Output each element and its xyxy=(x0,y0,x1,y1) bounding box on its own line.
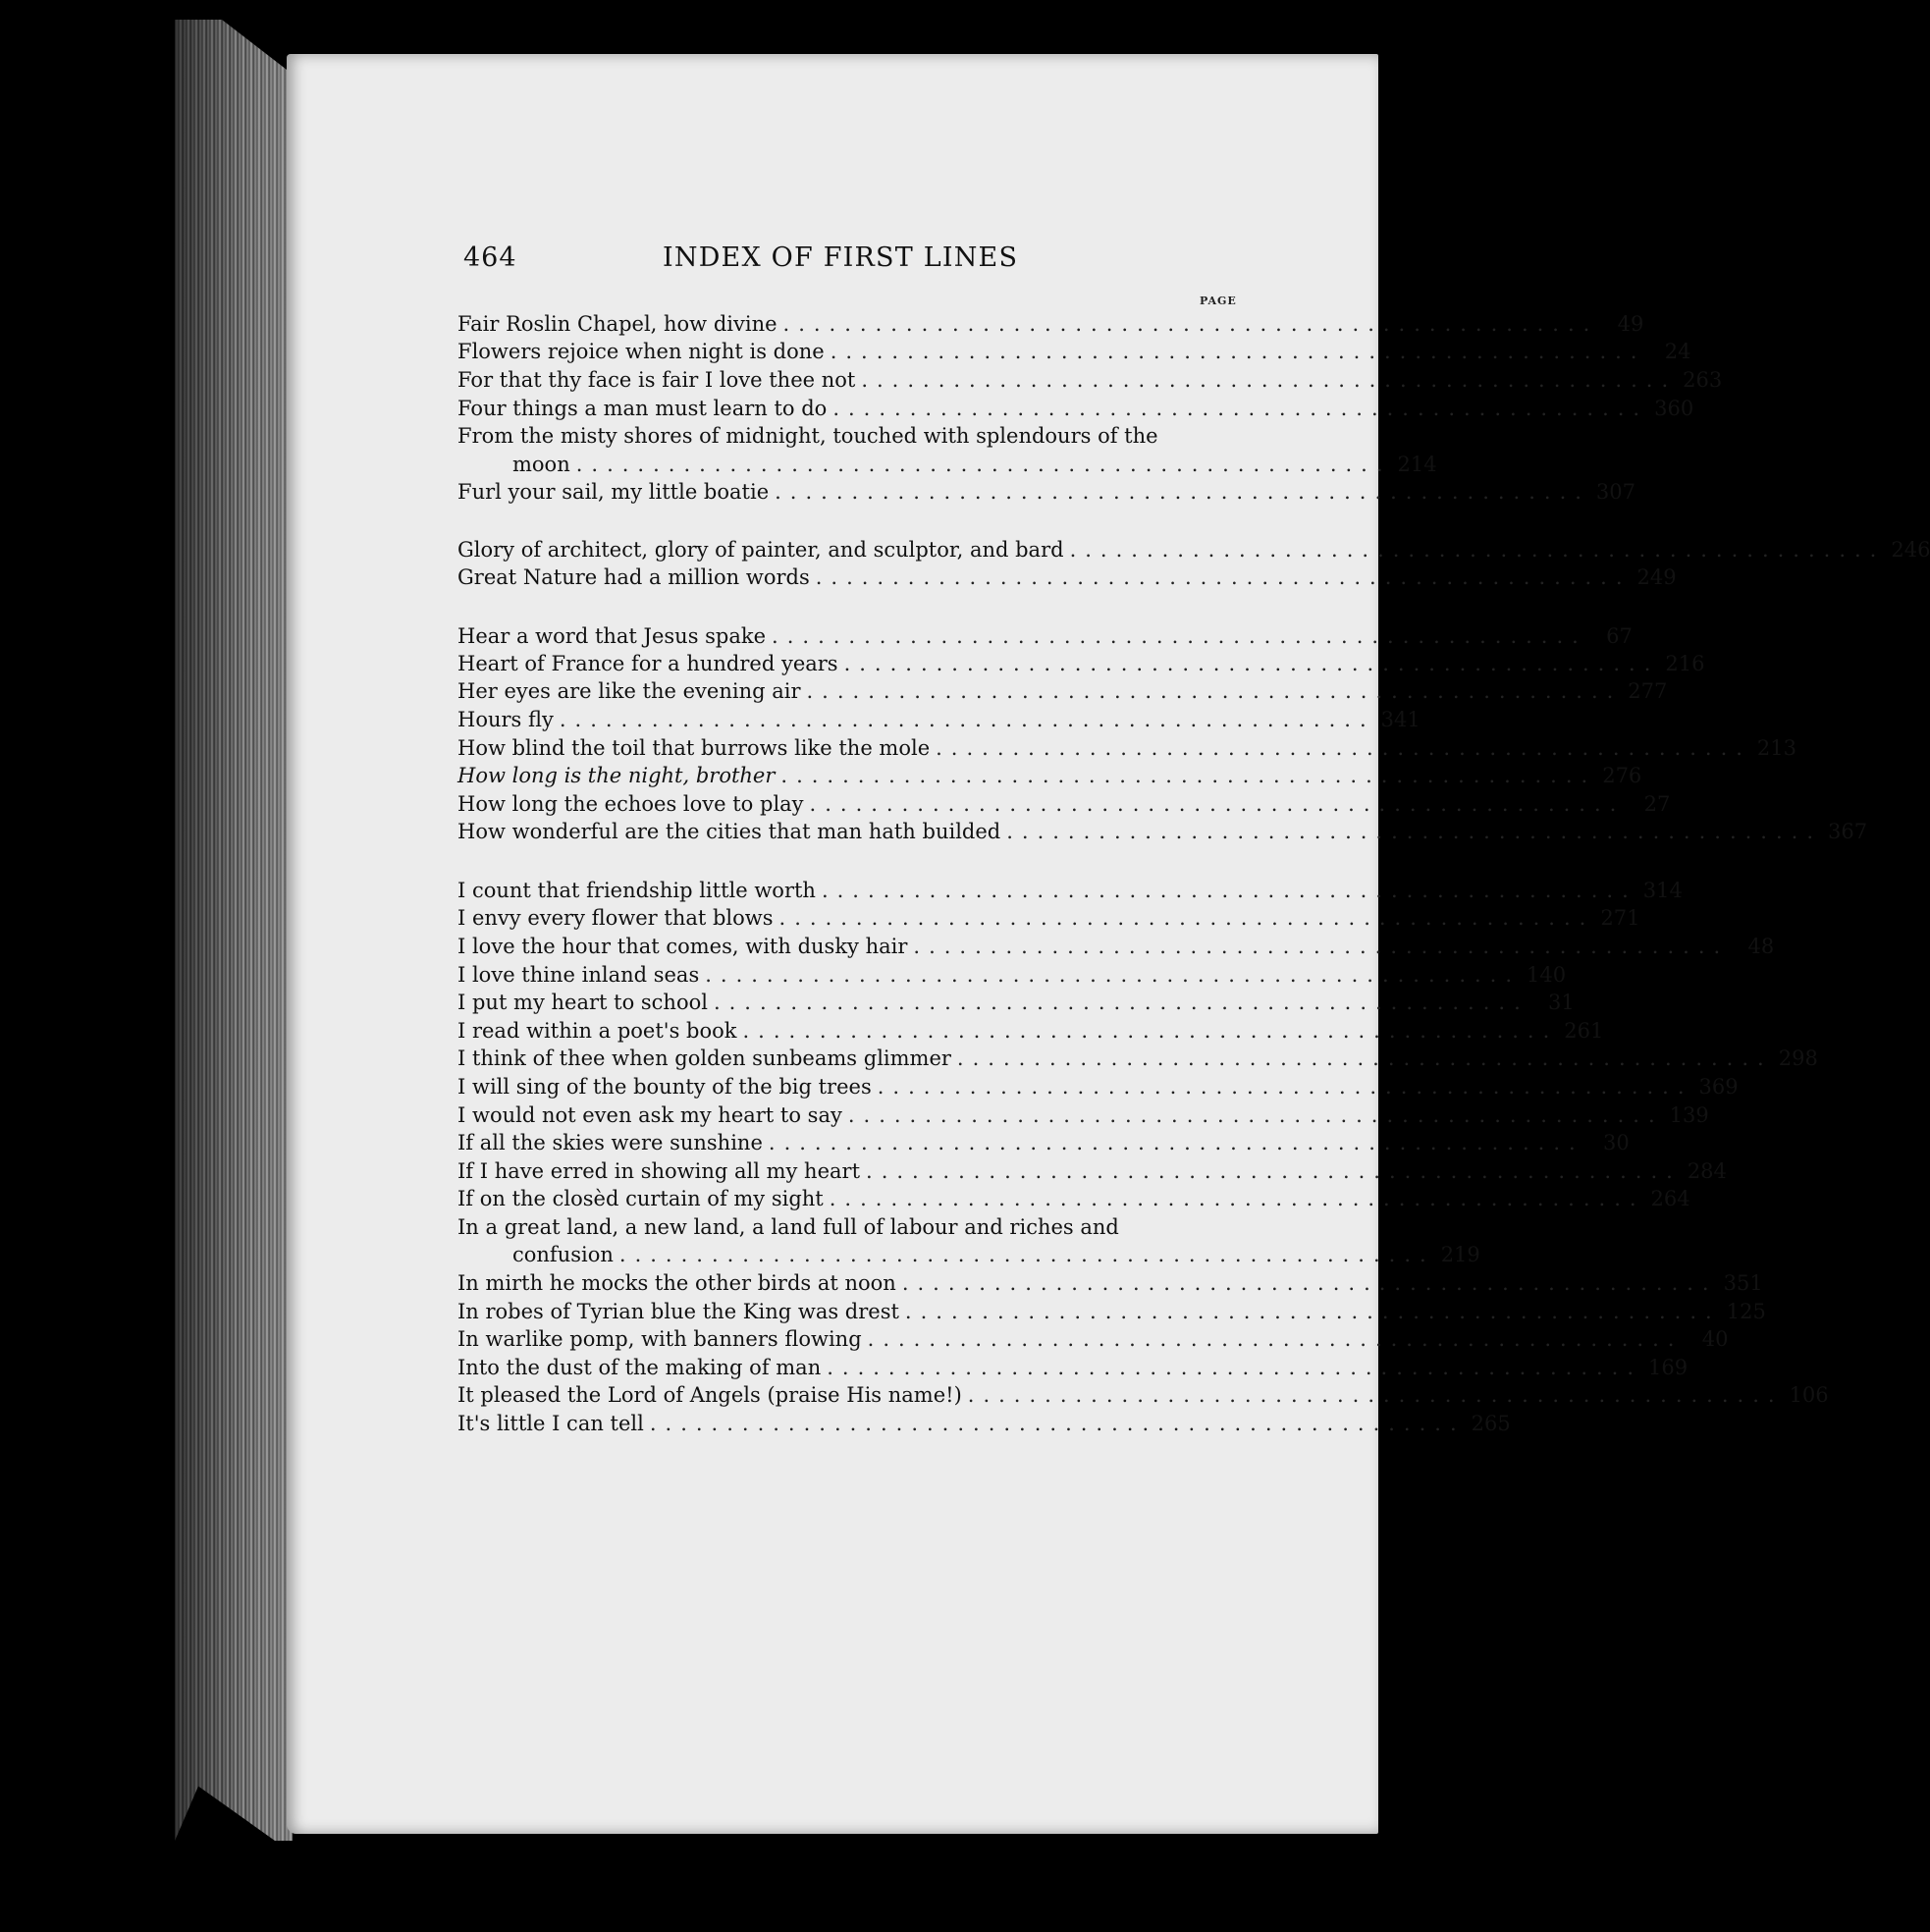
entry-page: 216 xyxy=(1665,652,1705,675)
entry-text: It pleased the Lord of Angels (praise His name!) xyxy=(457,1383,962,1407)
entry-page: 249 xyxy=(1636,565,1677,589)
entry-text: confusion xyxy=(512,1243,614,1266)
entry-page: 277 xyxy=(1628,679,1668,703)
index-entry xyxy=(457,708,1421,735)
dot-leader: ..................................................... xyxy=(705,963,1522,987)
dot-leader: ..................................................... xyxy=(861,368,1678,392)
index-entry xyxy=(457,538,1930,565)
entry-text: Glory of architect, glory of painter, and sculptor, and bard xyxy=(457,538,1064,562)
entry-text: How blind the toil that burrows like the mole xyxy=(457,736,931,760)
entry-text: Hours fly xyxy=(457,708,554,731)
index-entry xyxy=(457,368,1723,396)
entry-text: Fair Roslin Chapel, how divine xyxy=(457,312,777,336)
index-entry xyxy=(457,879,1683,906)
entry-page: 351 xyxy=(1723,1271,1763,1295)
entry-text: Hear a word that Jesus spake xyxy=(457,624,767,648)
dot-leader: ..................................................... xyxy=(867,1327,1684,1351)
dot-leader: ..................................................... xyxy=(1069,538,1886,562)
dot-leader: ..................................................... xyxy=(967,1383,1784,1407)
index-entry xyxy=(457,1075,1739,1102)
index-entry xyxy=(457,991,1575,1018)
dot-leader: ..................................................... xyxy=(1006,820,1823,843)
entry-page: 314 xyxy=(1642,879,1683,902)
dot-leader: ..................................................... xyxy=(877,1075,1693,1099)
index-entry xyxy=(457,679,1668,707)
entry-text: I count that friendship little worth xyxy=(457,879,816,902)
entry-text: In robes of Tyrian blue the King was drest xyxy=(457,1300,899,1323)
entry-text: For that thy face is fair I love thee not xyxy=(457,368,856,392)
dot-leader: ..................................................... xyxy=(778,906,1595,930)
entry-text: Heart of France for a hundred years xyxy=(457,652,838,675)
entry-text: I read within a poet's book xyxy=(457,1019,737,1043)
entry-page: 261 xyxy=(1564,1019,1604,1043)
dot-leader: ..................................................... xyxy=(775,480,1590,504)
entry-text: I put my heart to school xyxy=(457,991,708,1014)
index-entry xyxy=(457,792,1671,820)
index-entry xyxy=(457,1271,1763,1299)
entry-text: I envy every flower that blows xyxy=(457,906,774,930)
entry-text: From the misty shores of midnight, touched with splendours of the xyxy=(457,424,1158,448)
entry-page: 360 xyxy=(1654,397,1694,420)
entry-text: Into the dust of the making of man xyxy=(457,1356,822,1379)
index-entry xyxy=(457,1215,1243,1243)
entry-text: I love thine inland seas xyxy=(457,963,700,987)
entry-page: 246 xyxy=(1891,538,1930,562)
entry-page: 284 xyxy=(1687,1159,1727,1183)
dot-leader: ..................................................... xyxy=(843,652,1660,675)
index-entry xyxy=(457,1300,1766,1327)
index-entry xyxy=(457,312,1644,340)
entry-page: 139 xyxy=(1669,1103,1709,1127)
index-entry xyxy=(457,565,1677,593)
dot-leader: ..................................................... xyxy=(901,1271,1718,1295)
entry-page: 169 xyxy=(1648,1356,1689,1379)
entry-page: 265 xyxy=(1471,1412,1511,1435)
entry-text: If all the skies were sunshine xyxy=(457,1131,763,1154)
entry-page: 40 xyxy=(1701,1327,1729,1351)
index-entry-continued xyxy=(457,453,1437,480)
entry-page: 263 xyxy=(1683,368,1723,392)
dot-leader: ..................................................... xyxy=(559,708,1375,731)
entry-page: 31 xyxy=(1548,991,1575,1014)
book-edge-shadow xyxy=(175,20,293,1841)
index-entry xyxy=(457,624,1633,652)
entry-page: 48 xyxy=(1747,935,1775,958)
dot-leader: ..................................................... xyxy=(768,1131,1584,1154)
entry-page: 307 xyxy=(1595,480,1636,504)
index-entry xyxy=(457,1159,1727,1187)
entry-text: In a great land, a new land, a land full of labour and riches and xyxy=(457,1215,1119,1239)
dot-leader: ..................................................... xyxy=(782,312,1599,336)
index-entry xyxy=(457,340,1691,367)
entry-text: If on the closèd curtain of my sight xyxy=(457,1187,824,1210)
entry-text: How wonderful are the cities that man hath builded xyxy=(457,820,1001,843)
dot-leader: ..................................................... xyxy=(904,1300,1721,1323)
index-entry xyxy=(457,820,1868,847)
entry-page: 30 xyxy=(1602,1131,1630,1154)
entry-page: 264 xyxy=(1650,1187,1690,1210)
entry-page: 24 xyxy=(1664,340,1691,363)
dot-leader: ..................................................... xyxy=(827,1356,1643,1379)
entry-page: 367 xyxy=(1828,820,1868,843)
entry-text: I would not even ask my heart to say xyxy=(457,1103,842,1127)
dot-leader: ..................................................... xyxy=(913,935,1730,958)
entry-page: 369 xyxy=(1698,1075,1739,1099)
index-entry-continued xyxy=(457,1243,1480,1270)
entry-page: 213 xyxy=(1756,736,1797,760)
page-column-label: PAGE xyxy=(1200,295,1237,307)
entry-text: moon xyxy=(512,453,570,476)
entry-text: Great Nature had a million words xyxy=(457,565,810,589)
dot-leader: ..................................................... xyxy=(575,453,1392,476)
index-entry xyxy=(457,1327,1729,1355)
entry-text: If I have erred in showing all my heart xyxy=(457,1159,861,1183)
index-entry xyxy=(457,1131,1630,1158)
entry-text: I will sing of the bounty of the big trees xyxy=(457,1075,872,1099)
index-entry xyxy=(457,1103,1709,1131)
dot-leader: ..................................................... xyxy=(649,1412,1466,1435)
dot-leader: ..................................................... xyxy=(809,792,1626,816)
dot-leader: ..................................................... xyxy=(780,764,1597,787)
entry-page: 276 xyxy=(1602,764,1642,787)
running-head xyxy=(463,242,1131,278)
entry-page: 219 xyxy=(1440,1243,1480,1266)
index-entry xyxy=(457,935,1775,962)
index-entry xyxy=(457,963,1567,991)
index-entry xyxy=(457,1187,1690,1214)
entry-page: 271 xyxy=(1600,906,1640,930)
entry-text: It's little I can tell xyxy=(457,1412,644,1435)
entry-text: How long is the night, brother xyxy=(457,764,776,787)
dot-leader: ..................................................... xyxy=(832,397,1649,420)
dot-leader: ..................................................... xyxy=(618,1243,1435,1266)
entry-page: 125 xyxy=(1726,1300,1766,1323)
dot-leader: ..................................................... xyxy=(772,624,1587,648)
dot-leader: ..................................................... xyxy=(806,679,1623,703)
entry-page: 298 xyxy=(1778,1046,1818,1070)
index-entry xyxy=(457,652,1705,679)
entry-text: In mirth he mocks the other birds at noon xyxy=(457,1271,896,1295)
dot-leader: ..................................................... xyxy=(866,1159,1682,1183)
entry-page: 27 xyxy=(1643,792,1671,816)
entry-page: 214 xyxy=(1397,453,1437,476)
index-entry xyxy=(457,764,1642,791)
entry-text: In warlike pomp, with banners flowing xyxy=(457,1327,862,1351)
entry-text: I love the hour that comes, with dusky hair xyxy=(457,935,908,958)
entry-text: How long the echoes love to play xyxy=(457,792,804,816)
entry-page: 341 xyxy=(1380,708,1421,731)
index-entry xyxy=(457,397,1694,424)
dot-leader: ..................................................... xyxy=(829,1187,1645,1210)
entry-text: I think of thee when golden sunbeams glimmer xyxy=(457,1046,951,1070)
entry-page: 49 xyxy=(1617,312,1644,336)
index-entry xyxy=(457,1356,1689,1383)
index-entry xyxy=(457,736,1797,764)
dot-leader: ..................................................... xyxy=(713,991,1529,1014)
page-title: INDEX OF FIRST LINES xyxy=(663,242,1019,273)
dot-leader: ..................................................... xyxy=(821,879,1637,902)
dot-leader: ..................................................... xyxy=(742,1019,1559,1043)
entry-text: Furl your sail, my little boatie xyxy=(457,480,770,504)
dot-leader: ..................................................... xyxy=(815,565,1632,589)
dot-leader: ..................................................... xyxy=(847,1103,1664,1127)
dot-leader: ..................................................... xyxy=(956,1046,1773,1070)
dot-leader: ..................................................... xyxy=(936,736,1751,760)
entry-page: 140 xyxy=(1527,963,1567,987)
index-entry xyxy=(457,1383,1829,1411)
page-number: 464 xyxy=(463,242,517,273)
entry-page: 67 xyxy=(1606,624,1633,648)
index-entry xyxy=(457,424,1243,452)
index-entry xyxy=(457,1412,1511,1439)
index-entry xyxy=(457,1019,1604,1046)
entry-text: Flowers rejoice when night is done xyxy=(457,340,825,363)
entry-text: Four things a man must learn to do xyxy=(457,397,828,420)
index-entry xyxy=(457,480,1636,508)
index-entry xyxy=(457,1046,1818,1074)
entry-text: Her eyes are like the evening air xyxy=(457,679,801,703)
index-entry xyxy=(457,906,1640,934)
dot-leader: ..................................................... xyxy=(830,340,1646,363)
entry-page: 106 xyxy=(1789,1383,1829,1407)
